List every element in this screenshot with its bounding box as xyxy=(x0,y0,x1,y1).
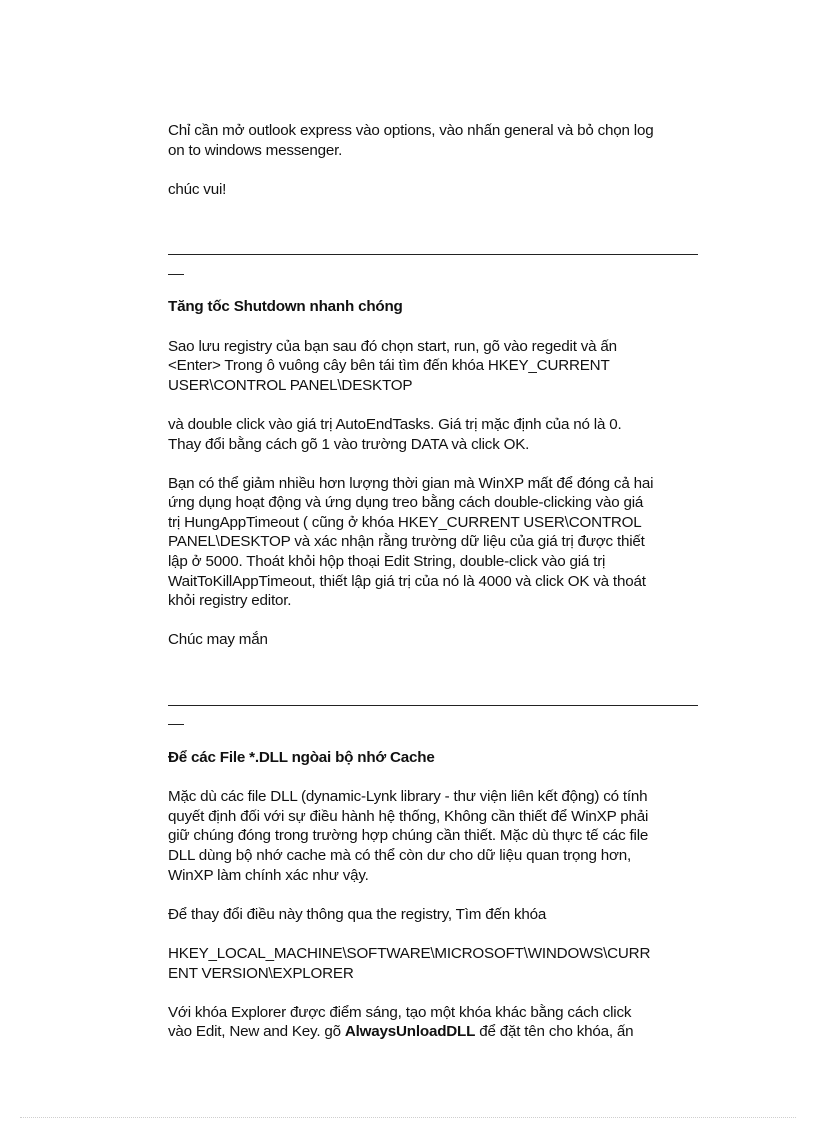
text-line: on to windows messenger. xyxy=(168,141,343,159)
shutdown-closing: Chúc may mắn xyxy=(168,631,268,649)
text-line: WaitToKillAppTimeout, thiết lập giá trị của nó là 4000 và click OK và thoát xyxy=(168,572,646,590)
text-line: Với khóa Explorer được điểm sáng, tạo một khóa khác bằng cách click xyxy=(168,1003,632,1021)
dll-paragraph-4 xyxy=(168,1003,698,1042)
dll-registry-path xyxy=(168,944,698,983)
text-line: Bạn có thể giảm nhiều hơn lượng thời gian mà WinXP mất để đóng cả hai xyxy=(168,474,654,492)
text-line: Mặc dù các file DLL (dynamic-Lynk library - thư viện liên kết động) có tính xyxy=(168,788,648,806)
text-line: <Enter> Trong ô vuông cây bên tái tìm đến khóa HKEY_CURRENT xyxy=(168,357,610,375)
intro-paragraph xyxy=(168,121,698,160)
horizontal-rule-tail xyxy=(168,258,184,278)
text-line: và double click vào giá trị AutoEndTasks. Giá trị mặc định của nó là 0. xyxy=(168,415,622,433)
text-run: để đặt tên cho khóa, ấn xyxy=(475,1023,634,1041)
text-line: Sao lưu registry của bạn sau đó chọn start, run, gõ vào regedit và ấn xyxy=(168,337,617,355)
text-line: ứng dụng hoạt động và ứng dụng treo bằng cách double-clicking vào giá xyxy=(168,494,644,512)
text-line: WinXP làm chính xác như vậy. xyxy=(168,866,369,884)
intro-closing: chúc vui! xyxy=(168,180,227,198)
text-line: khỏi registry editor. xyxy=(168,592,292,610)
separator-rule xyxy=(168,239,698,278)
document-page xyxy=(168,121,698,1062)
text-line: lập ở 5000. Thoát khỏi hộp thoại Edit String, double-click vào giá trị xyxy=(168,553,606,571)
horizontal-rule xyxy=(168,239,698,259)
page-bottom-border xyxy=(20,1117,796,1118)
text-line: PANEL\DESKTOP và xác nhận rằng trường dữ liệu của giá trị được thiết xyxy=(168,533,645,551)
horizontal-rule-tail xyxy=(168,709,184,729)
text-line: trị HungAppTimeout ( cũng ở khóa HKEY_CURRENT USER\CONTROL xyxy=(168,513,642,531)
text-run: vào Edit, New and Key. gõ xyxy=(168,1023,345,1041)
text-line: giữ chúng đóng trong trường hợp chúng cần thiết. Mặc dù thực tế các file xyxy=(168,827,649,845)
text-line: Thay đổi bằng cách gõ 1 vào trường DATA và click OK. xyxy=(168,435,530,453)
section-heading-dll-cache: Để các File *.DLL ngòai bộ nhớ Cache xyxy=(168,749,435,766)
shutdown-paragraph-2 xyxy=(168,415,698,454)
text-line xyxy=(168,1022,698,1042)
text-line: quyết định đối với sự điều hành hệ thống, Không cần thiết để WinXP phải xyxy=(168,807,649,825)
text-line: DLL dùng bộ nhớ cache mà có thể còn dư cho dữ liệu quan trọng hơn, xyxy=(168,846,632,864)
text-line: HKEY_LOCAL_MACHINE\SOFTWARE\MICROSOFT\WINDOWS\CURR xyxy=(168,944,651,962)
horizontal-rule xyxy=(168,689,698,709)
text-line: ENT VERSION\EXPLORER xyxy=(168,964,354,982)
shutdown-paragraph-1 xyxy=(168,337,698,396)
text-line: USER\CONTROL PANEL\DESKTOP xyxy=(168,376,413,394)
separator-rule xyxy=(168,689,698,728)
dll-paragraph-2: Để thay đổi điều này thông qua the registry, Tìm đến khóa xyxy=(168,905,547,923)
section-heading-shutdown: Tăng tốc Shutdown nhanh chóng xyxy=(168,298,403,316)
shutdown-paragraph-3 xyxy=(168,474,698,611)
registry-key-name: AlwaysUnloadDLL xyxy=(344,1023,476,1041)
text-line: Chỉ cần mở outlook express vào options, vào nhấn general và bỏ chọn log xyxy=(168,122,654,139)
dll-paragraph-1 xyxy=(168,787,698,885)
